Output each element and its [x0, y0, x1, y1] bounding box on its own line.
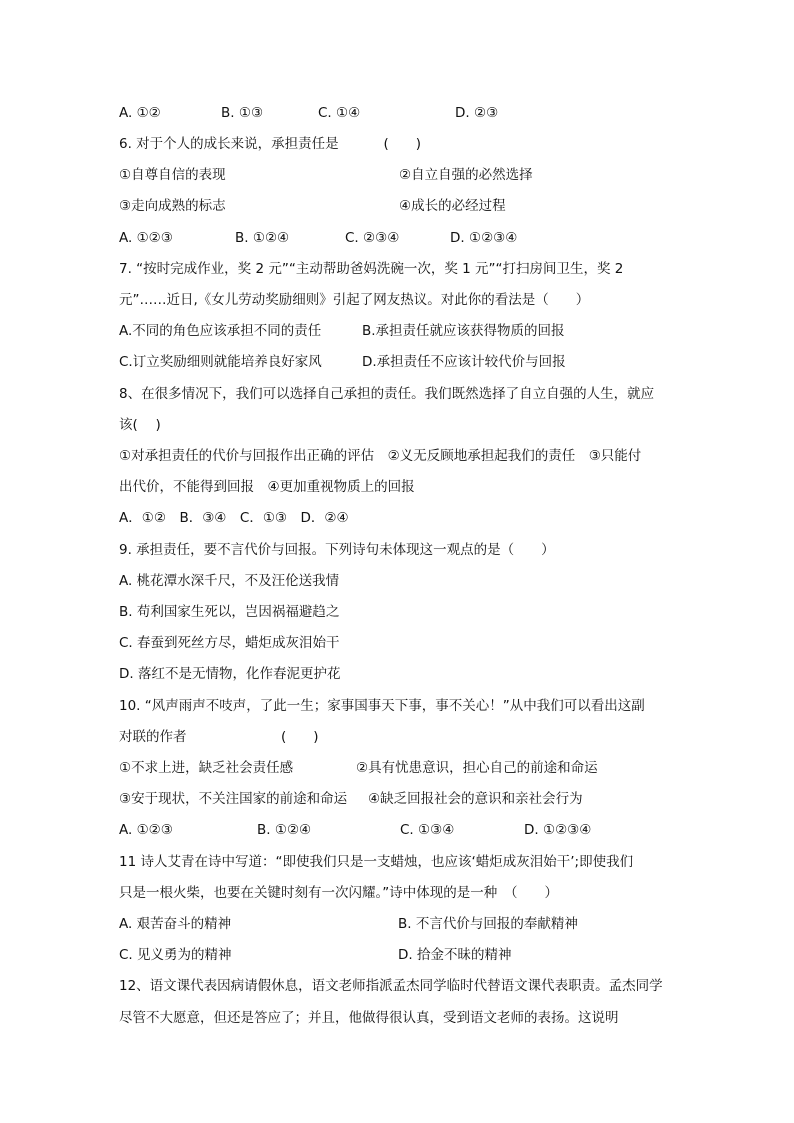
q8-stem-line2: 该( )	[119, 417, 161, 433]
q5-option-c: C. ①④	[318, 105, 361, 121]
q8-items-line1: ①对承担责任的代价与回报作出正确的评估 ②义无反顾地承担起我们的责任 ③只能付	[119, 448, 642, 464]
q6-option-a: A. ①②③	[119, 230, 173, 246]
q9-option-a: A. 桃花潭水深千尺，不及汪伦送我情	[119, 573, 340, 589]
q10-option-c: C. ①③④	[400, 822, 455, 838]
q7-stem-line1: 7. “按时完成作业，奖 2 元”“主动帮助爸妈洗碗一次，奖 1 元”“打扫房间卫生，奖 2	[119, 261, 624, 277]
q6-item-1: ①自尊自信的表现	[119, 167, 226, 183]
q7-option-c: C.订立奖励细则就能培养良好家风	[119, 354, 322, 370]
q7-option-a: A.不同的角色应该承担不同的责任	[119, 323, 322, 339]
q8-options: A．①② B．③④ C．①③ D．②④	[119, 510, 349, 526]
q6-option-c: C. ②③④	[345, 230, 400, 246]
q6-option-b: B. ①②④	[235, 230, 290, 246]
q10-item-2: ②具有忧患意识，担心自己的前途和命运	[356, 760, 598, 776]
q12-stem-line2: 尽管不大愿意，但还是答应了；并且，他做得很认真，受到语文老师的表扬。这说明	[119, 1010, 619, 1026]
q6-item-3: ③走向成熟的标志	[119, 198, 226, 214]
q7-option-d: D.承担责任不应该计较代价与回报	[362, 354, 566, 370]
q9-option-d: D. 落红不是无情物，化作春泥更护花	[119, 666, 341, 682]
q11-option-d: D. 拾金不昧的精神	[398, 947, 512, 963]
q10-option-a: A. ①②③	[119, 822, 173, 838]
q10-item-4: ④缺乏回报社会的意识和亲社会行为	[368, 791, 583, 807]
q11-stem-line2: 只是一根火柴，也要在关键时刻有一次闪耀。”诗中体现的是一种 （ ）	[119, 885, 558, 901]
q9-option-b: B. 苟利国家生死以，岂因祸福避趋之	[119, 604, 340, 620]
q7-stem-line2: 元”……近日,《女儿劳动奖励细则》引起了网友热议。对此你的看法是（ ）	[119, 292, 590, 308]
q8-stem-line1: 8、在很多情况下，我们可以选择自己承担的责任。我们既然选择了自立自强的人生，就应	[119, 386, 655, 402]
q11-option-b: B. 不言代价与回报的奉献精神	[398, 916, 578, 932]
q5-option-b: B. ①③	[221, 105, 264, 121]
q6-option-d: D. ①②③④	[450, 230, 518, 246]
q10-item-1: ①不求上进，缺乏社会责任感	[119, 760, 294, 776]
q12-stem-line1: 12、语文课代表因病请假休息，语文老师指派孟杰同学临时代替语文课代表职责。孟杰同学	[119, 978, 663, 994]
q7-option-b: B.承担责任就应该获得物质的回报	[362, 323, 565, 339]
q6-item-4: ④成长的必经过程	[399, 198, 506, 214]
q9-stem: 9. 承担责任，要不言代价与回报。下列诗句未体现这一观点的是（ ）	[119, 542, 555, 558]
q6-stem: 6. 对于个人的成长来说，承担责任是 ( )	[119, 136, 421, 152]
q8-items-line2: 出代价，不能得到回报 ④更加重视物质上的回报	[119, 479, 415, 495]
q5-option-a: A. ①②	[119, 105, 161, 121]
q10-stem-line2: 对联的作者 ( )	[119, 729, 319, 745]
q10-stem-line1: 10. “风声雨声不吱声，了此一生；家事国事天下事，事不关心！”从中我们可以看出这副	[119, 698, 645, 714]
q11-option-c: C. 见义勇为的精神	[119, 947, 232, 963]
q6-item-2: ②自立自强的必然选择	[399, 167, 533, 183]
q9-option-c: C. 春蚕到死丝方尽，蜡炬成灰泪始干	[119, 635, 340, 651]
q11-option-a: A. 艰苦奋斗的精神	[119, 916, 232, 932]
q5-option-d: D. ②③	[455, 105, 499, 121]
q10-option-d: D. ①②③④	[524, 822, 592, 838]
q10-item-3: ③安于现状，不关注国家的前途和命运	[119, 791, 348, 807]
q10-option-b: B. ①②④	[257, 822, 312, 838]
q11-stem-line1: 11 诗人艾青在诗中写道：“即使我们只是一支蜡烛，也应该‘蜡炬成灰泪始干’;即使我们	[119, 854, 634, 870]
